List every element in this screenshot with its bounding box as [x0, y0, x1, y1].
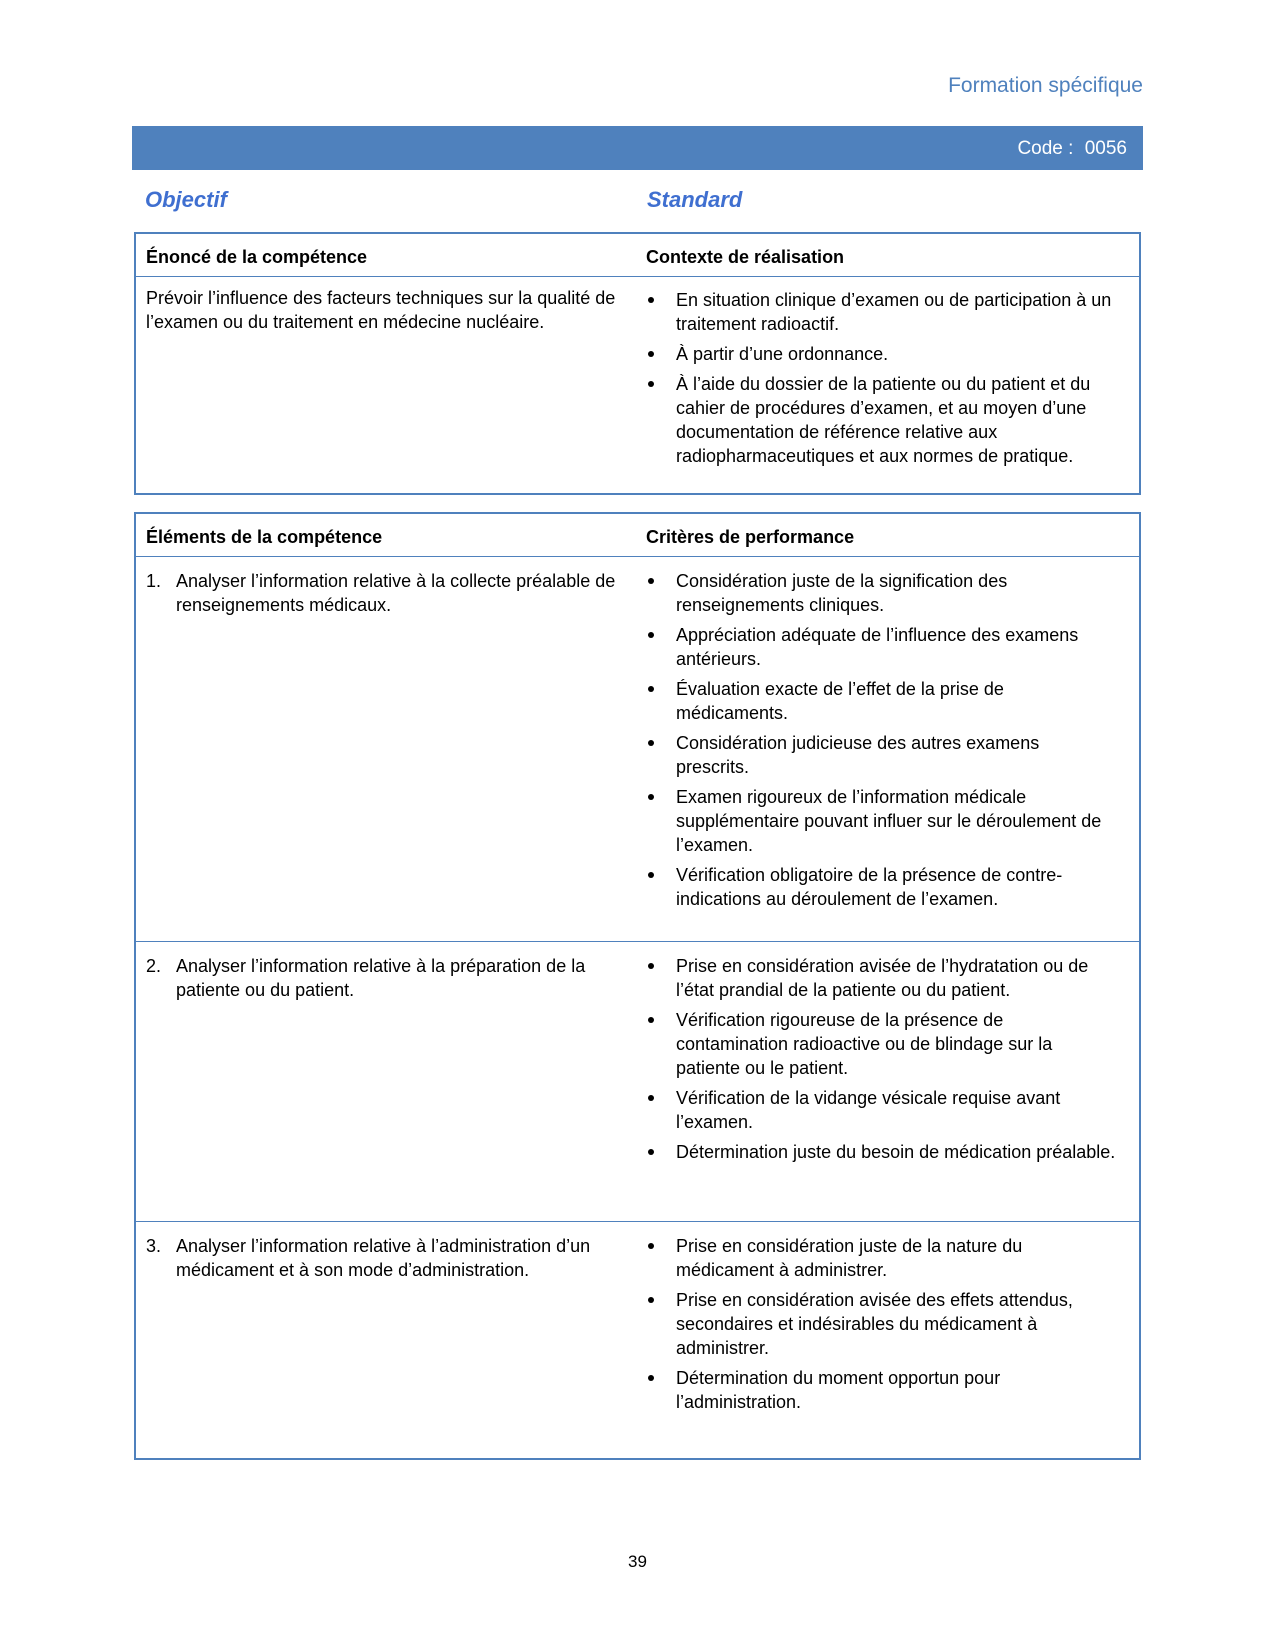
- competence-statement: Prévoir l’influence des facteurs techniques sur la qualité de l’examen ou du traitement en médecine nucléaire.: [146, 288, 616, 332]
- page-number: 39: [628, 1552, 647, 1571]
- bullet-icon: [648, 1297, 654, 1303]
- element-item: [146, 954, 616, 1002]
- bullet-icon: [648, 1149, 654, 1155]
- criteria-text: Prise en considération juste de la nature du médicament à administrer.: [676, 1236, 1023, 1280]
- criteria-text: Prise en considération avisée des effets attendus, secondaires et indésirables du médicament à administrer.: [676, 1290, 1073, 1358]
- criteria-item: [646, 1140, 1116, 1164]
- criteria-wrap: [646, 569, 1116, 917]
- section-labels: [145, 187, 1135, 217]
- bullet-icon: [648, 1243, 654, 1249]
- element-text: Analyser l’information relative à la collecte préalable de renseignements médicaux.: [176, 571, 616, 615]
- bullet-icon: [648, 686, 654, 692]
- criteria-text: Vérification rigoureuse de la présence de contamination radioactive ou de blindage sur la patiente ou le patient.: [676, 1010, 1053, 1078]
- context-item-text: En situation clinique d’examen ou de participation à un traitement radioactif.: [676, 290, 1112, 334]
- bullet-icon: [648, 794, 654, 800]
- criteria-item: [646, 1086, 1116, 1134]
- element-number: 1.: [146, 571, 162, 591]
- bullet-icon: [648, 1375, 654, 1381]
- context-list: [646, 288, 1116, 468]
- criteria-list: [646, 1234, 1116, 1414]
- criteria-text: Examen rigoureux de l’information médicale supplémentaire pouvant influer sur le déroulement de l’examen.: [676, 787, 1102, 855]
- code-bar: [132, 126, 1143, 170]
- element-number: 2.: [146, 956, 162, 976]
- criteria-item: [646, 954, 1116, 1002]
- criteria-item: [646, 1008, 1116, 1080]
- element-text: Analyser l’information relative à la préparation de la patiente ou du patient.: [176, 956, 586, 1000]
- bullet-icon: [648, 381, 654, 387]
- criteria-item: [646, 731, 1116, 779]
- bullet-icon: [648, 872, 654, 878]
- context-list-wrap: [646, 288, 1116, 474]
- criteria-text: Considération juste de la signification des renseignements cliniques.: [676, 571, 1008, 615]
- criteria-text: Considération judicieuse des autres examens prescrits.: [676, 733, 1040, 777]
- bullet-icon: [648, 578, 654, 584]
- bullet-icon: [648, 740, 654, 746]
- document-header-title: Formation spécifique: [948, 74, 1143, 97]
- code-value: 0056: [1084, 138, 1127, 159]
- criteria-text: Détermination juste du besoin de médication préalable.: [676, 1142, 1116, 1162]
- objective-heading: Objectif: [145, 187, 227, 212]
- code-label-group: [1011, 138, 1127, 160]
- context-header: Contexte de réalisation: [646, 247, 845, 267]
- context-item-text: À l’aide du dossier de la patiente ou du patient et du cahier de procédures d’examen, et au moyen d’une documentation de référence relative aux radiopharmaceutiques et aux normes de pratique.: [676, 374, 1091, 466]
- bullet-icon: [648, 1017, 654, 1023]
- criteria-item: [646, 1288, 1116, 1360]
- criteria-wrap: [646, 954, 1116, 1170]
- context-item: [646, 288, 1116, 336]
- element-row-3: [136, 1221, 1139, 1458]
- bullet-icon: [648, 297, 654, 303]
- elements-table: [134, 512, 1141, 1460]
- bullet-icon: [648, 632, 654, 638]
- criteria-item: [646, 623, 1116, 671]
- element-row-1: [136, 557, 1139, 941]
- criteria-text: Appréciation adéquate de l’influence des examens antérieurs.: [676, 625, 1079, 669]
- bullet-icon: [648, 1095, 654, 1101]
- criteria-text: Vérification de la vidange vésicale requise avant l’examen.: [676, 1088, 1061, 1132]
- competence-statement-header: Énoncé de la compétence: [146, 247, 368, 267]
- competence-table: [134, 232, 1141, 495]
- criteria-text: Évaluation exacte de l’effet de la prise de médicaments.: [676, 679, 1004, 723]
- criteria-item: [646, 863, 1116, 911]
- context-item: [646, 372, 1116, 468]
- criteria-item: [646, 1234, 1116, 1282]
- element-item: [146, 1234, 616, 1282]
- criteria-list: [646, 954, 1116, 1164]
- criteria-item: [646, 1366, 1116, 1414]
- criteria-header: Critères de performance: [646, 527, 855, 547]
- bullet-icon: [648, 963, 654, 969]
- criteria-text: Prise en considération avisée de l’hydratation ou de l’état prandial de la patiente ou du patient.: [676, 956, 1089, 1000]
- criteria-text: Détermination du moment opportun pour l’administration.: [676, 1368, 1001, 1412]
- elements-header-row: [136, 514, 1139, 557]
- elements-header: Éléments de la compétence: [146, 527, 383, 547]
- criteria-wrap: [646, 1234, 1116, 1420]
- criteria-item: [646, 569, 1116, 617]
- competence-header-row: [136, 234, 1139, 277]
- criteria-list: [646, 569, 1116, 911]
- criteria-item: [646, 677, 1116, 725]
- criteria-item: [646, 785, 1116, 857]
- context-item: [646, 342, 1116, 366]
- standard-heading: Standard: [647, 187, 743, 212]
- element-row-2: [136, 941, 1139, 1221]
- bullet-icon: [648, 351, 654, 357]
- element-text: Analyser l’information relative à l’administration d’un médicament et à son mode d’administration.: [176, 1236, 591, 1280]
- criteria-text: Vérification obligatoire de la présence de contre-indications au déroulement de l’examen.: [676, 865, 1063, 909]
- context-item-text: À partir d’une ordonnance.: [676, 344, 889, 364]
- element-item: [146, 569, 616, 617]
- code-label: Code :: [1017, 138, 1074, 159]
- element-number: 3.: [146, 1236, 162, 1256]
